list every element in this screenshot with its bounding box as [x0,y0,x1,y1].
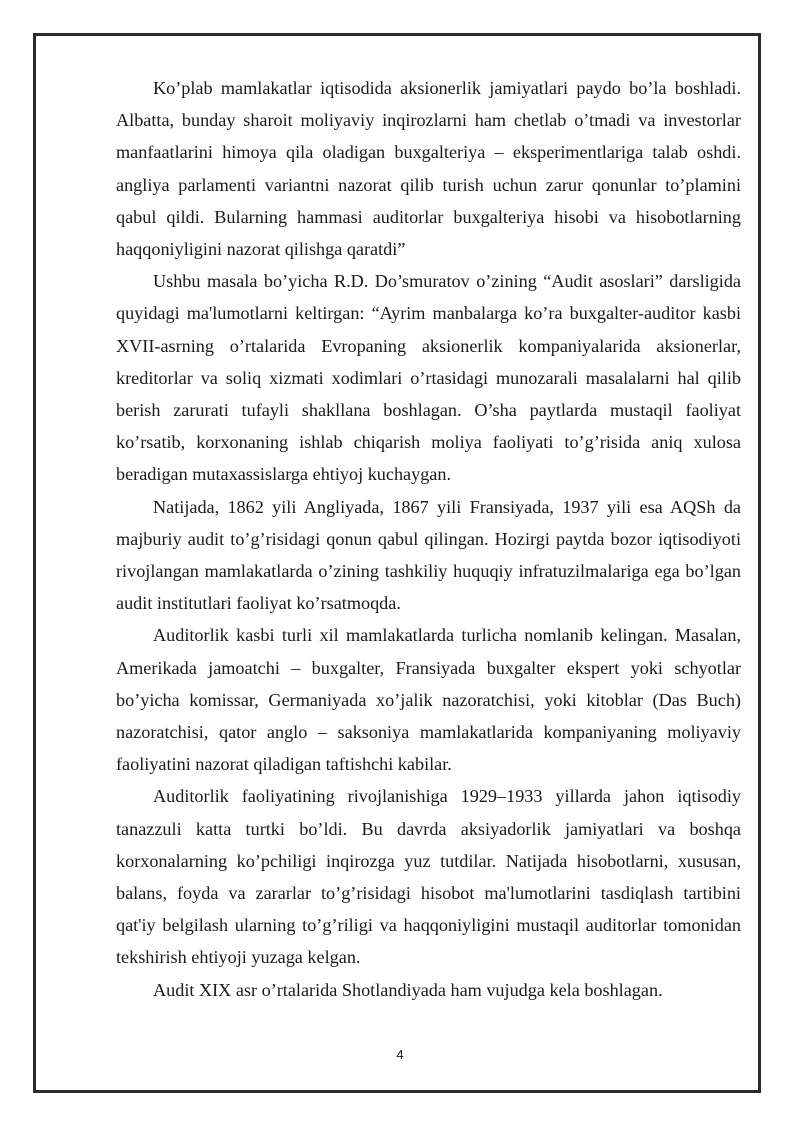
paragraph-1: Ko’plab mamlakatlar iqtisodida aksionerlik jamiyatlari paydo bo’la boshladi. Albatta, bunday sharoit moliyaviy inqirozlarni ham chetlab o’tmadi va investorlar manfaatlarini himoya qila oladigan buxgalteriya – eksperimentlariga talab oshdi. angliya parlamenti variantni nazorat qilib turish uchun zarur qonunlar to’plamini qabul qildi. Bularning hammasi auditorlar buxgalteriya hisobi va hisobotlarning haqqoniyligini nazorat qilishga qaratdi” [116,78,741,260]
paragraph-3: Natijada, 1862 yili Angliyada, 1867 yili Fransiyada, 1937 yili esa AQSh da majburiy audit to’g’risidagi qonun qabul qilingan. Hozirgi paytda bozor iqtisodiyoti rivojlangan mamlakatlarda o’zining tashkiliy huquqiy infratuzilmalariga ega bo’lgan audit institutlari faoliyat ko’rsatmoqda. [116,496,741,614]
paragraph-4: Auditorlik kasbi turli xil mamlakatlarda turlicha nomlanib kelingan. Masalan, Amerikada jamoatchi – buxgalter, Fransiyada buxgalter ekspert yoki schyotlar bo’yicha komissar, Germaniyada xo’jalik nazoratchisi, yoki kitoblar (Das Buch) nazoratchisi, qator anglo – saksoniya mamlakatlarida kompaniyaning moliyaviy faoliyatini nazorat qiladigan taftishchi kabilar. [116,625,741,775]
paragraph-6: Audit XIX asr o’rtalarida Shotlandiyada ham vujudga kela boshlagan. [153,979,663,1000]
paragraph-5: Auditorlik faoliyatining rivojlanishiga 1929–1933 yillarda jahon iqtisodiy tanazzuli katta turtki bo’ldi. Bu davrda aksiyadorlik jamiyatlari va boshqa korxonalarning ko’pchiligi inqirozga yuz tutdilar. Natijada hisobotlarni, xususan, balans, foyda va zararlar to’g’risidagi hisobot ma'lumotlarini tasdiqlash tartibini qat'iy belgilash ularning to’g’riligi va haqqoniyligini mustaqil auditorlar tomonidan tekshirish ehtiyoji yuzaga kelgan. [116,786,741,968]
page-number: 4 [396,1047,404,1062]
paragraph-2: Ushbu masala bo’yicha R.D. Do’smuratov o’zining “Audit asoslari” darsligida quyidagi ma'lumotlarni keltirgan: “Ayrim manbalarga ko’ra buxgalter-auditor kasbi XVII-asrning o’rtalarida Evropaning aksionerlik kompaniyalarida aksionerlar, kreditorlar va soliq xizmati xodimlari o’rtasidagi munozarali masalalarni hal qilib berish zarurati tufayli shakllana boshlagan. O’sha paytlarda mustaqil faoliyat ko’rsatib, korxonaning ishlab chiqarish moliya faoliyati to’g’risida aniq xulosa beradigan mutaxassislarga ehtiyoj kuchaygan. [116,271,741,485]
document-body [116,72,741,1006]
